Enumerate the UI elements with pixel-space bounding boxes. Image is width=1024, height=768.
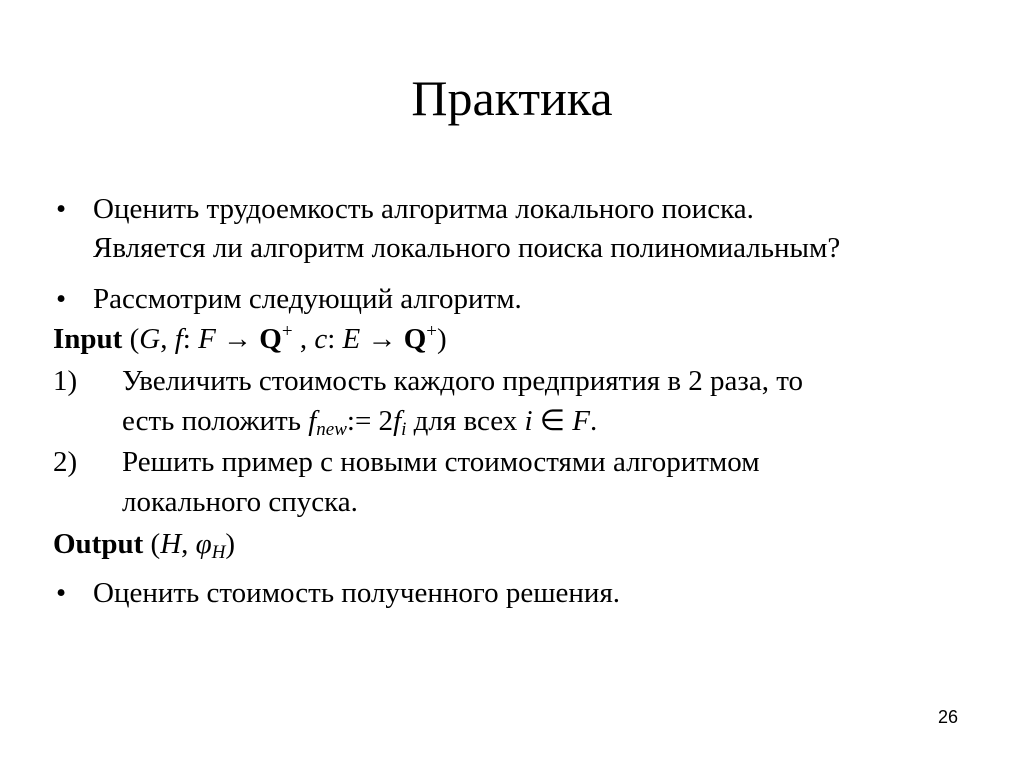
output-comma: , bbox=[181, 528, 196, 560]
input-var-F: F bbox=[198, 323, 216, 355]
step1-var-f: f bbox=[393, 405, 402, 437]
input-paren-close: ) bbox=[437, 323, 447, 355]
step1-subscript-i: i bbox=[401, 419, 407, 440]
output-paren-open: ( bbox=[143, 528, 161, 560]
step1-var-f: f bbox=[308, 405, 317, 437]
step2-line1: Решить пример с новыми стоимостями алгоритмом bbox=[122, 446, 760, 478]
step1-subscript-new: new bbox=[316, 419, 347, 440]
input-comma: , bbox=[160, 323, 175, 355]
input-var-g: G bbox=[139, 323, 161, 355]
step1-number: 1) bbox=[53, 365, 78, 397]
step2-line2: локального спуска. bbox=[122, 486, 358, 518]
step1-text: есть положить bbox=[122, 405, 309, 437]
input-colon: : bbox=[182, 323, 199, 355]
input-set-q: Q bbox=[403, 323, 427, 355]
bullet3-text: Оценить стоимость полученного решения. bbox=[93, 577, 621, 609]
output-var-H: H bbox=[160, 528, 182, 560]
input-comma: , bbox=[292, 323, 315, 355]
output-var-phi: φ bbox=[195, 528, 212, 560]
input-paren-open: ( bbox=[122, 323, 140, 355]
slide-title: Практика bbox=[411, 70, 613, 126]
input-set-q: Q bbox=[259, 323, 282, 355]
step1-var-i: i bbox=[524, 405, 533, 437]
bullet2-text: Рассмотрим следующий алгоритм. bbox=[93, 283, 522, 315]
input-var-E: E bbox=[342, 323, 361, 355]
input-var-f: f bbox=[174, 323, 183, 355]
page-number: 26 bbox=[938, 707, 959, 727]
input-line bbox=[53, 322, 447, 356]
input-colon: : bbox=[327, 323, 343, 355]
output-line bbox=[53, 527, 235, 561]
output-subscript-H: H bbox=[211, 542, 226, 563]
step1-period: . bbox=[590, 405, 598, 437]
input-superscript-plus: + bbox=[281, 321, 293, 342]
input-keyword: Input bbox=[53, 323, 123, 355]
bullet-icon: • bbox=[56, 577, 67, 609]
step1-line2 bbox=[122, 404, 597, 438]
input-superscript-plus: + bbox=[426, 321, 438, 342]
input-arrow: → bbox=[215, 323, 260, 355]
step1-text: для всех bbox=[406, 405, 525, 437]
bullet1-line1: Оценить трудоемкость алгоритма локального поиска. bbox=[93, 193, 754, 225]
output-keyword: Output bbox=[53, 528, 144, 560]
bullet-icon: • bbox=[56, 193, 67, 225]
input-var-c: c bbox=[314, 323, 328, 355]
output-paren-close: ) bbox=[225, 528, 236, 560]
step1-var-F: F bbox=[572, 405, 591, 437]
step1-line1: Увеличить стоимость каждого предприятия в 2 раза, то bbox=[122, 365, 804, 397]
element-of-icon: ∈ bbox=[532, 405, 573, 437]
step2-number: 2) bbox=[53, 446, 78, 478]
bullet1-line2: Является ли алгоритм локального поиска полиномиальным? bbox=[93, 232, 841, 264]
step1-assign: := 2 bbox=[346, 405, 394, 437]
bullet-icon: • bbox=[56, 283, 67, 315]
input-arrow: → bbox=[360, 323, 404, 355]
